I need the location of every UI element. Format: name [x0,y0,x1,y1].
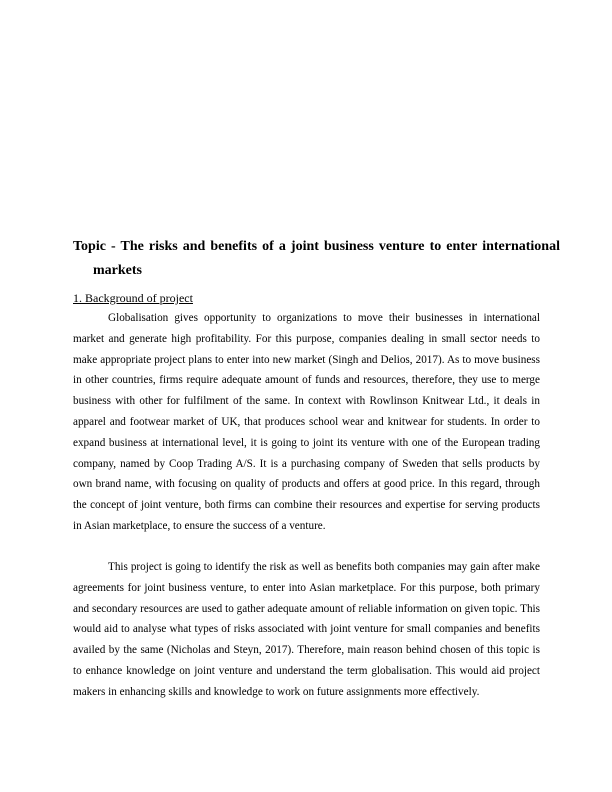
body-paragraph-2-container [73,557,540,703]
body-paragraph: This project is going to identify the risk as well as benefits both companies may gain after make agreements for joint business venture, to enter into Asian marketplace. For this purpose, both primary and secondary resources are used to gather adequate amount of reliable information on given topic. This would aid to analyse what types of risks associated with joint venture for small companies and benefits availed by the same (Nicholas and Steyn, 2017). Therefore, main reason behind chosen of this topic is to enhance knowledge on joint venture and understand the term globalisation. This would aid project makers in enhancing skills and knowledge to work on future assignments more effectively. [73,561,540,698]
section-heading: 1. Background of project [73,291,193,305]
body-paragraph: Globalisation gives opportunity to organizations to move their businesses in international market and generate high profitability. For this purpose, companies dealing in small sector needs to make appropriate project plans to enter into new market (Singh and Delios, 2017). As to move business in other countries, firms require adequate amount of funds and resources, therefore, they use to merge business with other for fulfilment of the same. In context with Rowlinson Knitwear Ltd., it deals in apparel and footwear market of UK, that produces school wear and knitwear for students. In order to expand business at international level, it is going to joint its venture with one of the European trading company, named by Coop Trading A/S. It is a purchasing company of Sweden that sells products by own brand name, with focusing on quality of products and offers at good price. In this regard, through the concept of joint venture, both firms can combine their resources and expertise for serving products in Asian marketplace, to ensure the success of a venture. [73,312,540,532]
document-title: Topic - The risks and benefits of a joint business venture to enter international markets [73,239,560,278]
body-paragraph-1-container [73,308,540,537]
